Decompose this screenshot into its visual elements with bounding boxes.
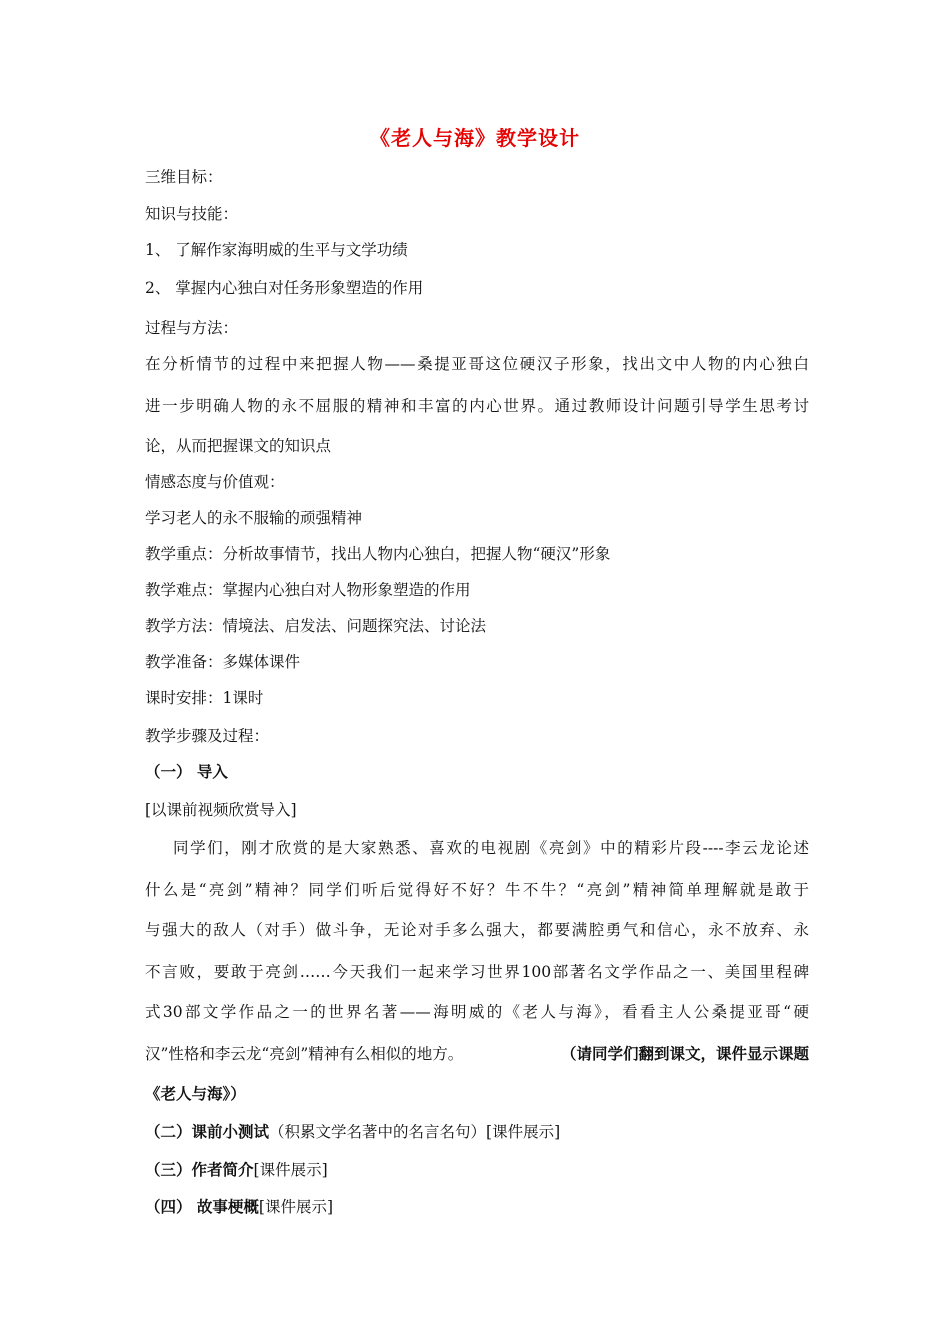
section-3 — [145, 1160, 809, 1180]
section-1-note: [以课前视频欣赏导入] — [145, 801, 297, 819]
steps-heading: 教学步骤及过程： — [145, 727, 270, 745]
process-heading: 过程与方法： — [145, 319, 239, 337]
intro-paragraph-line-5: 式30部文学作品之一的世界名著——海明威的《老人与海》，看看主人公桑提亚哥“硬 — [145, 1003, 809, 1021]
section-2 — [145, 1122, 809, 1142]
knowledge-item-1: 1、 了解作家海明威的生平与文学功绩 — [145, 241, 408, 259]
difficulty: 教学难点：掌握内心独白对人物形象塑造的作用 — [145, 581, 471, 599]
intro-paragraph-line-4: 不言败，要敢于亮剑……今天我们一起来学习世界100部著名文学作品之一、美国里程碑 — [145, 963, 809, 981]
process-paragraph-line-3: 论，从而把握课文的知识点 — [145, 437, 332, 455]
intro-paragraph-line-1: 同学们，刚才欣赏的是大家熟悉、喜欢的电视剧《亮剑》中的精彩片段----李云龙论述 — [173, 839, 809, 857]
teaching-preparation: 教学准备：多媒体课件 — [145, 653, 301, 671]
intro-paragraph-line-6 — [145, 1044, 809, 1064]
intro-line-6-text: 汉”性格和李云龙“亮剑”精神有么相似的地方。 — [145, 1045, 464, 1063]
intro-paragraph-line-7: 《老人与海》） — [145, 1085, 246, 1103]
key-point: 教学重点：分析故事情节，找出人物内心独白，把握人物“硬汉”形象 — [145, 545, 611, 563]
process-paragraph-line-1: 在分析情节的过程中来把握人物——桑提亚哥这位硬汉子形象，找出文中人物的内心独白 — [145, 355, 809, 373]
section-3-note: [课件展示] — [253, 1161, 328, 1179]
process-paragraph-line-2: 进一步明确人物的永不屈服的精神和丰富的内心世界。通过教师设计问题引导学生思考讨 — [145, 397, 809, 415]
section-4-heading: （四） 故事梗概 — [145, 1198, 259, 1216]
section-2-note: （积累文学名著中的名言名句）[课件展示] — [269, 1123, 561, 1141]
intro-line-6-instruction: （请同学们翻到课文，课件显示课题 — [560, 1045, 809, 1063]
knowledge-heading: 知识与技能： — [145, 205, 239, 223]
emotion-heading: 情感态度与价值观： — [145, 473, 285, 491]
section-4 — [145, 1197, 809, 1217]
intro-paragraph-line-2: 什么是“亮剑”精神？同学们听后觉得好不好？牛不牛？“亮剑”精神简单理解就是敢于 — [145, 881, 809, 899]
objectives-heading: 三维目标： — [145, 168, 223, 186]
knowledge-item-2: 2、 掌握内心独白对任务形象塑造的作用 — [145, 279, 424, 297]
intro-paragraph-line-3: 与强大的敌人（对手）做斗争，无论对手多么强大，都要满腔勇气和信心，永不放弃、永 — [145, 921, 809, 939]
emotion-text: 学习老人的永不服输的顽强精神 — [145, 509, 363, 527]
section-2-heading: （二）课前小测试 — [145, 1123, 270, 1141]
section-3-heading: （三）作者简介 — [145, 1161, 254, 1179]
section-4-note: [课件展示] — [258, 1198, 334, 1216]
teaching-methods: 教学方法：情境法、启发法、问题探究法、讨论法 — [145, 617, 487, 635]
section-1-heading: （一） 导入 — [145, 763, 228, 781]
class-schedule: 课时安排：1课时 — [145, 689, 264, 707]
document-title: 《老人与海》教学设计 — [370, 126, 580, 150]
